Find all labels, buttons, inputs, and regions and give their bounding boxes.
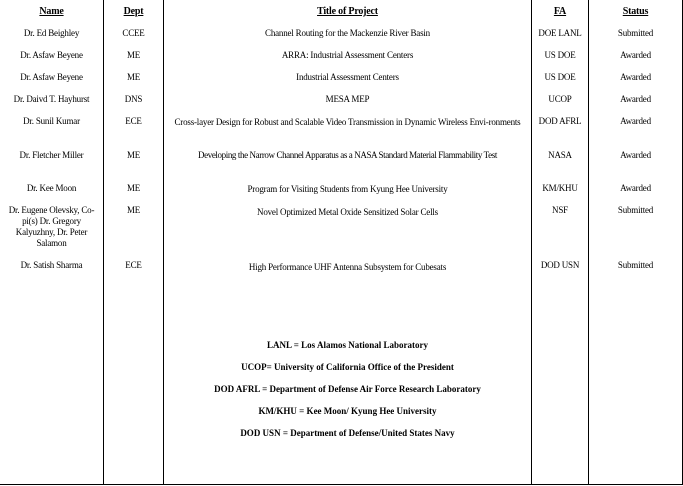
cell-dept: CCEE [122, 28, 145, 38]
cell-status: Awarded [620, 50, 651, 60]
header-title: Title of Project [317, 6, 378, 17]
cell-title: High Performance UHF Antenna Subsystem for Cubesats [248, 262, 447, 272]
cell-name: Dr. Kee Moon [26, 183, 77, 193]
cell-dept: ECE [125, 116, 142, 126]
cell-fa: DOD USN [540, 260, 580, 270]
cell-status: Awarded [620, 183, 651, 193]
cell-fa: US DOE [544, 72, 576, 82]
cell-name: Dr. Sunil Kumar [23, 116, 80, 126]
cell-status: Awarded [620, 94, 651, 104]
header-fa: FA [553, 6, 567, 17]
legend-item: UCOP= University of California Office of the President [241, 362, 454, 372]
cell-title: Channel Routing for the Mackenzie River Basin [265, 28, 430, 38]
cell-status: Awarded [620, 116, 651, 126]
cell-fa: KM/KHU [542, 183, 578, 193]
cell-title: MESA MEP [325, 94, 370, 104]
cell-title: Cross-layer Design for Robust and Scalable Video Transmission in Dynamic Wireless Envi-ronments [174, 117, 521, 127]
cell-fa: UCOP [548, 94, 572, 104]
cell-dept: ME [126, 72, 141, 82]
cell-title: Developing the Narrow Channel Apparatus as a NASA Standard Material Flammability Test [198, 150, 497, 160]
cell-dept: ME [126, 205, 141, 215]
cell-status: Awarded [620, 150, 651, 160]
cell-name: Dr. Asfaw Beyene [20, 50, 83, 60]
cell-fa: US DOE [544, 50, 576, 60]
legend-item: KM/KHU = Kee Moon/ Kyung Hee University [258, 406, 437, 416]
table-bottom-border [0, 484, 683, 485]
cell-fa: DOE LANL [538, 28, 582, 38]
cell-name: Dr. Daivd T. Hayhurst [13, 94, 90, 104]
header-dept: Dept [123, 6, 144, 17]
cell-dept: ME [126, 50, 141, 60]
cell-name: Dr. Eugene Olevsky, Co-pi(s) Dr. Gregory Kalyuzhny, Dr. Peter Salamon [8, 205, 95, 248]
legend-item: DOD AFRL = Department of Defense Air Force Research Laboratory [214, 384, 481, 394]
cell-name: Dr. Satish Sharma [20, 260, 83, 270]
legend-item: LANL = Los Alamos National Laboratory [267, 340, 428, 350]
header-name: Name [39, 6, 64, 17]
legend-item: DOD USN = Department of Defense/United States Navy [240, 428, 455, 438]
cell-dept: ECE [125, 260, 142, 270]
cell-dept: ME [126, 183, 141, 193]
cell-name: Dr. Asfaw Beyene [20, 72, 83, 82]
cell-status: Awarded [620, 72, 651, 82]
cell-dept: ME [126, 150, 141, 160]
cell-fa: NASA [548, 150, 572, 160]
cell-title: ARRA: Industrial Assessment Centers [281, 50, 414, 60]
cell-name: Dr. Ed Beighley [23, 28, 80, 38]
cell-status: Submitted [617, 260, 654, 270]
cell-title: Novel Optimized Metal Oxide Sensitized Solar Cells [257, 207, 438, 217]
cell-dept: DNS [124, 94, 143, 104]
cell-name: Dr. Fletcher Miller [19, 150, 84, 160]
cell-fa: DOD AFRL [538, 116, 582, 126]
cell-title: Industrial Assessment Centers [296, 72, 399, 82]
cell-title: Program for Visiting Students from Kyung Hee University [247, 184, 448, 194]
header-status: Status [622, 6, 649, 17]
cell-fa: NSF [552, 205, 568, 215]
cell-status: Submitted [617, 205, 654, 215]
cell-status: Submitted [617, 28, 654, 38]
